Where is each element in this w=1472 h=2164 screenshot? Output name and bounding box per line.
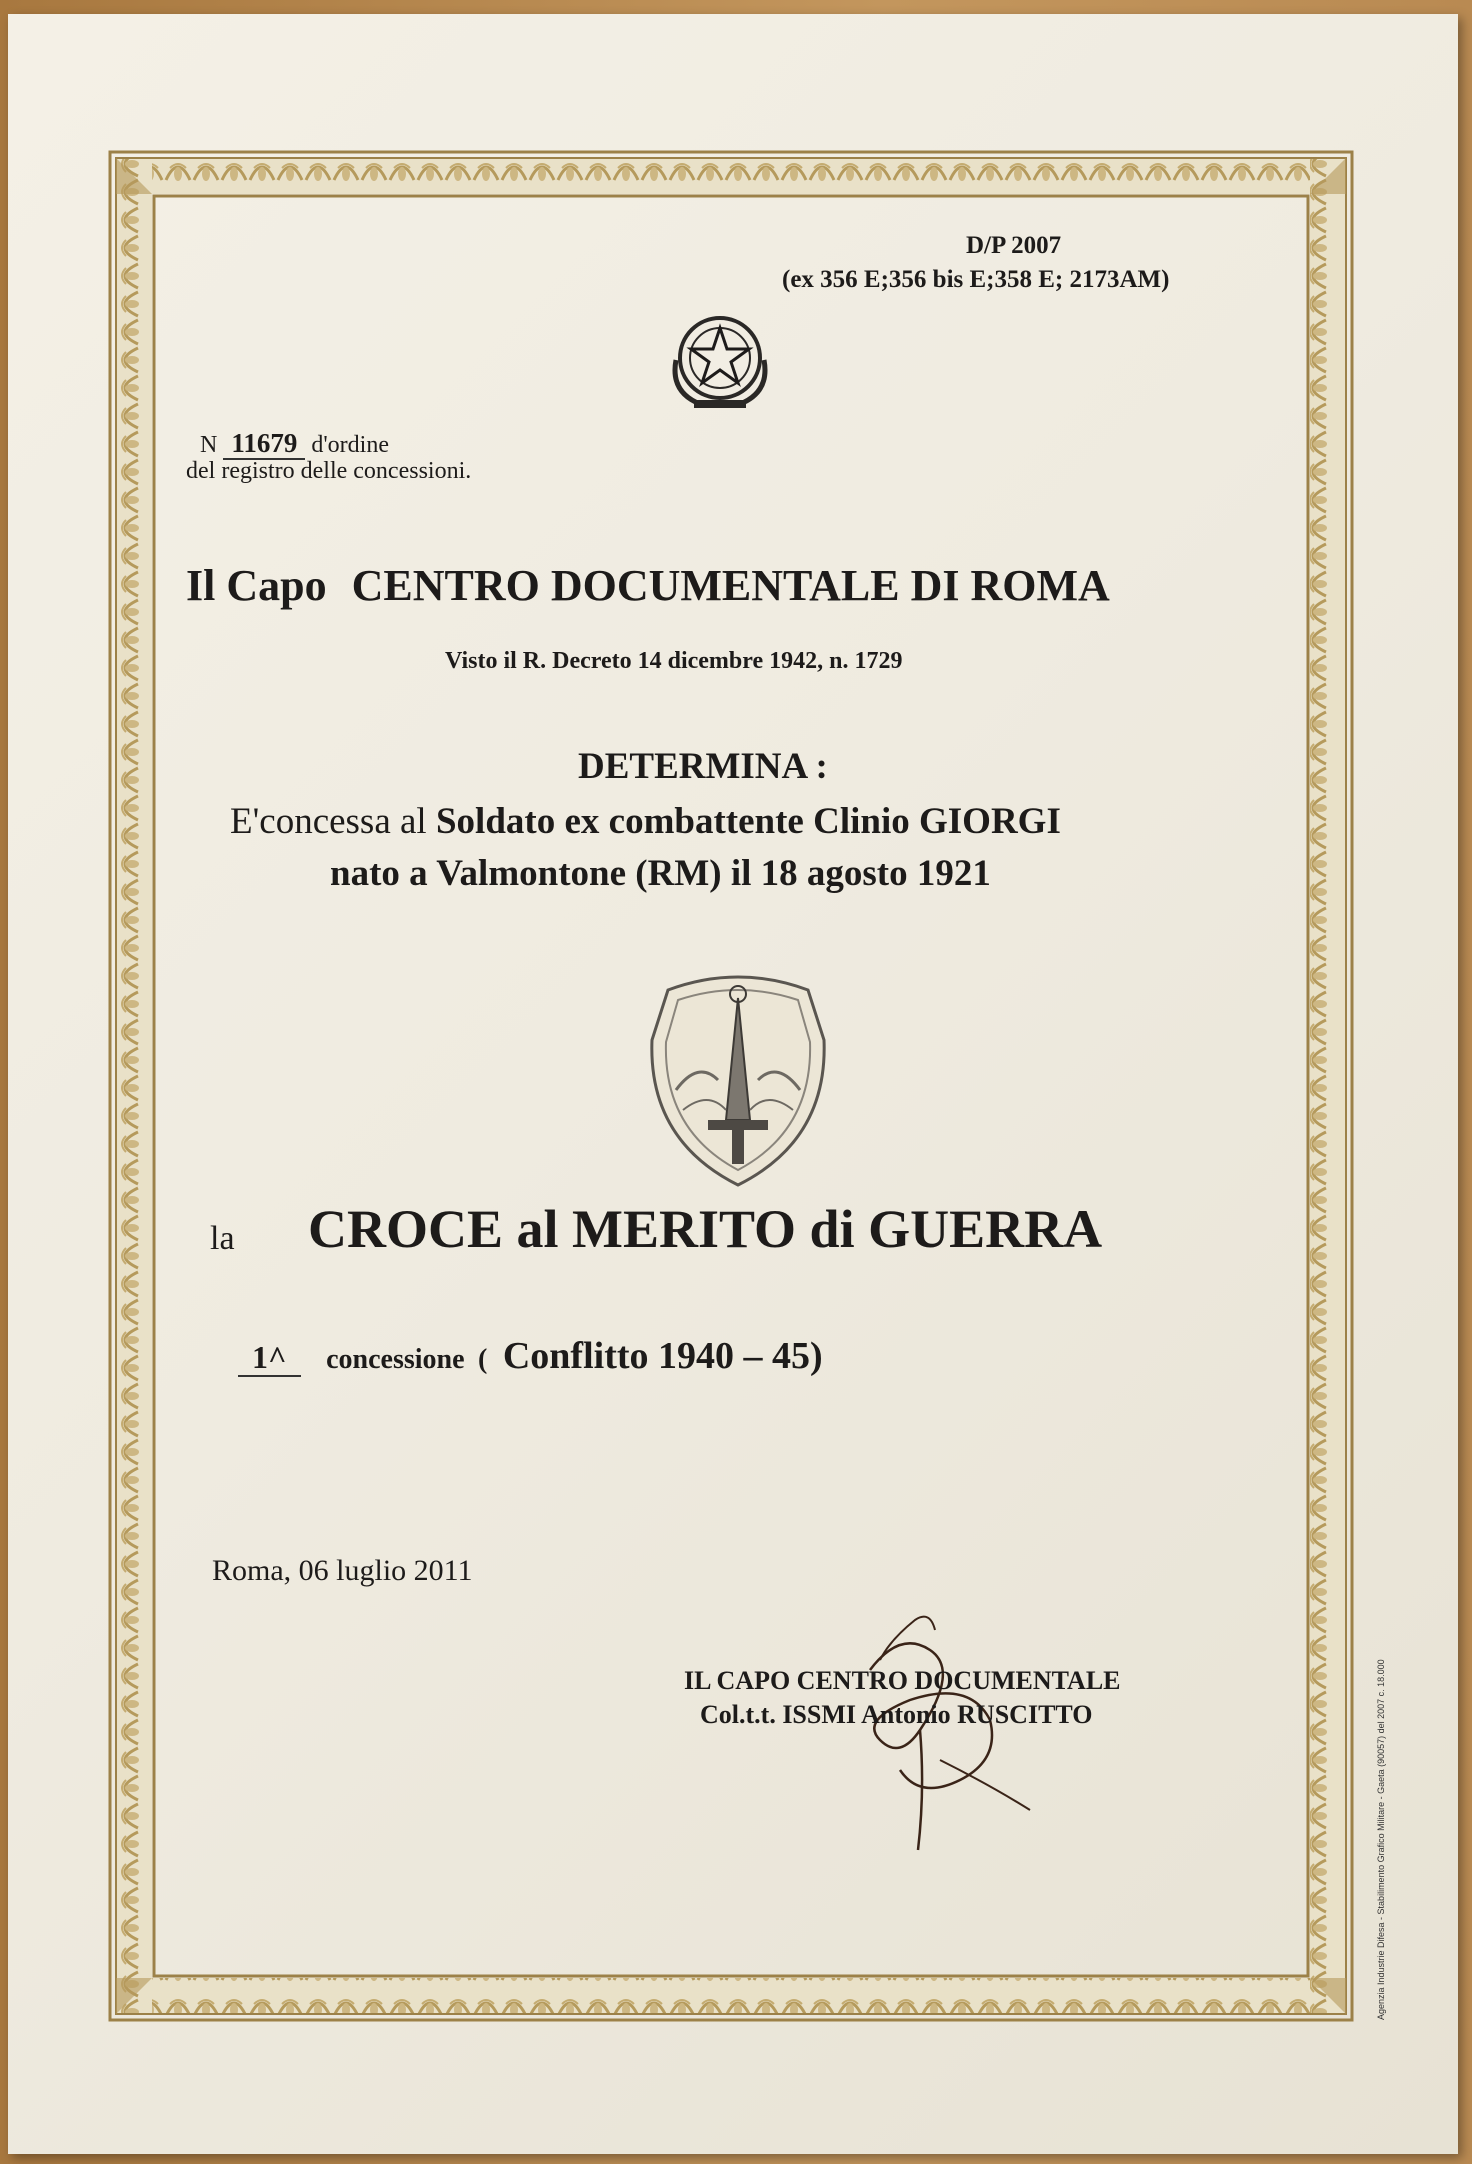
place-date: Roma, 06 luglio 2011 bbox=[212, 1554, 473, 1587]
grant-lead: E'concessa al bbox=[230, 801, 427, 842]
reference-subcodes: (ex 356 E;356 bis E;358 E; 2173AM) bbox=[782, 266, 1170, 293]
conflict-period: Conflitto 1940 – 45) bbox=[502, 1335, 823, 1377]
reference-code: D/P 2007 bbox=[966, 232, 1062, 259]
concession-paren: ( bbox=[478, 1344, 488, 1375]
page-title bbox=[186, 560, 1110, 611]
concession-number: 1^ bbox=[238, 1339, 301, 1377]
determina-heading: DETERMINA : bbox=[578, 746, 828, 787]
title-main: CENTRO DOCUMENTALE DI ROMA bbox=[351, 561, 1110, 610]
war-merit-cross-medal-icon bbox=[638, 970, 838, 1195]
concession-word: concessione bbox=[326, 1344, 465, 1375]
signatory-title: IL CAPO CENTRO DOCUMENTALE bbox=[684, 1666, 1121, 1695]
award-name: CROCE al MERITO di GUERRA bbox=[308, 1199, 1103, 1259]
grant-recipient: Soldato ex combattente Clinio GIORGI bbox=[435, 801, 1061, 842]
signatory-name: Col.t.t. ISSMI Antonio RUSCITTO bbox=[700, 1700, 1093, 1729]
order-suffix: d'ordine bbox=[311, 432, 389, 458]
grant-line bbox=[230, 800, 1061, 843]
order-number-line bbox=[200, 428, 389, 459]
concession-line bbox=[238, 1334, 823, 1378]
award-article: la bbox=[210, 1220, 235, 1257]
order-number: 11679 bbox=[223, 428, 305, 460]
handwritten-signature-icon bbox=[820, 1610, 1050, 1875]
title-lead: Il Capo bbox=[186, 561, 327, 610]
italian-republic-emblem-icon bbox=[660, 300, 780, 425]
birth-line: nato a Valmontone (RM) il 18 agosto 1921 bbox=[330, 853, 991, 894]
registry-line: del registro delle concessioni. bbox=[186, 458, 472, 484]
order-prefix: N bbox=[200, 432, 218, 458]
decree-line: Visto il R. Decreto 14 dicembre 1942, n. 1729 bbox=[445, 648, 903, 674]
printer-note: Agenzia Industrie Difesa - Stabilimento Grafico Militare - Gaeta (90057) del 2007 c. 18.000 bbox=[1376, 1659, 1386, 2020]
